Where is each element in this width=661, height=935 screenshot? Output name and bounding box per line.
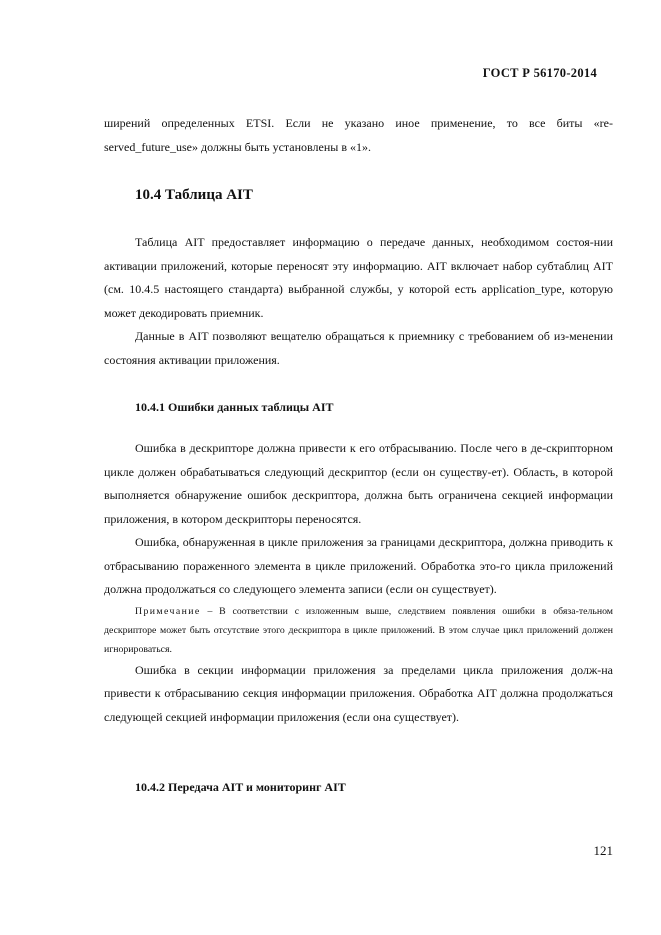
standard-header: ГОСТ Р 56170-2014 [482, 66, 597, 80]
section-heading: 10.4 Таблица AIT [135, 187, 253, 203]
section-paragraph: Данные в AIT позволяют вещателю обращаться к приемнику с требованием об из-менении состояния активации приложения. [104, 329, 613, 367]
intro-paragraph: ширений определенных ETSI. Если не указано иное применение, то все биты «re-served_future_use» должны быть установлены в «1». [104, 116, 613, 154]
subsection-paragraph: Ошибка в секции информации приложения за пределами цикла приложения долж-на привести к отбрасыванию секция информации приложения. Обработка AIT должна продолжаться следующей секцией информации приложения (если она существует). [104, 662, 613, 724]
intro-paragraph-block [104, 112, 613, 159]
page-number: 121 [593, 843, 613, 858]
subsection-2-heading: 10.4.2 Передача AIT и мониторинг AIT [135, 780, 346, 794]
subsection-paragraph: Ошибка в дескрипторе должна привести к его отбрасыванию. После чего в де-скрипторном цикле должен обрабатываться следующий дескриптор (если он существу-ет). Область, в которой выполняется обнаружение ошибок дескриптора, должна быть ограничена секцией информации приложения, в котором дескрипторы переносятся. [104, 441, 613, 526]
note [104, 602, 613, 659]
section-body [104, 231, 613, 372]
note-text: – В соответствии с изложенным выше, следствием появления ошибки в обяза-тельном дескрипторе может быть отсутствие этого дескриптора в цикле приложений. В этом случае цикл приложений должен игнорироваться. [104, 605, 613, 655]
subsection-1-body [104, 437, 613, 729]
section-paragraph: Таблица AIT предоставляет информацию о передаче данных, необходимом состоя-нии активации приложений, которые переносят эту информацию. AIT включает набор субтаблиц AIT (см. 10.4.5 настоящего стандарта) выбранной службы, у которой есть application_type, которую может декодировать приемник. [104, 235, 613, 320]
note-label: Примечание [135, 605, 201, 617]
subsection-1-heading: 10.4.1 Ошибки данных таблицы AIT [135, 400, 334, 414]
subsection-paragraph: Ошибка, обнаруженная в цикле приложения за границами дескриптора, должна приводить к отбрасыванию пораженного элемента в цикле приложений. Обработка это-го цикла приложений должна продолжаться со следующего элемента записи (если он существует). [104, 535, 613, 596]
